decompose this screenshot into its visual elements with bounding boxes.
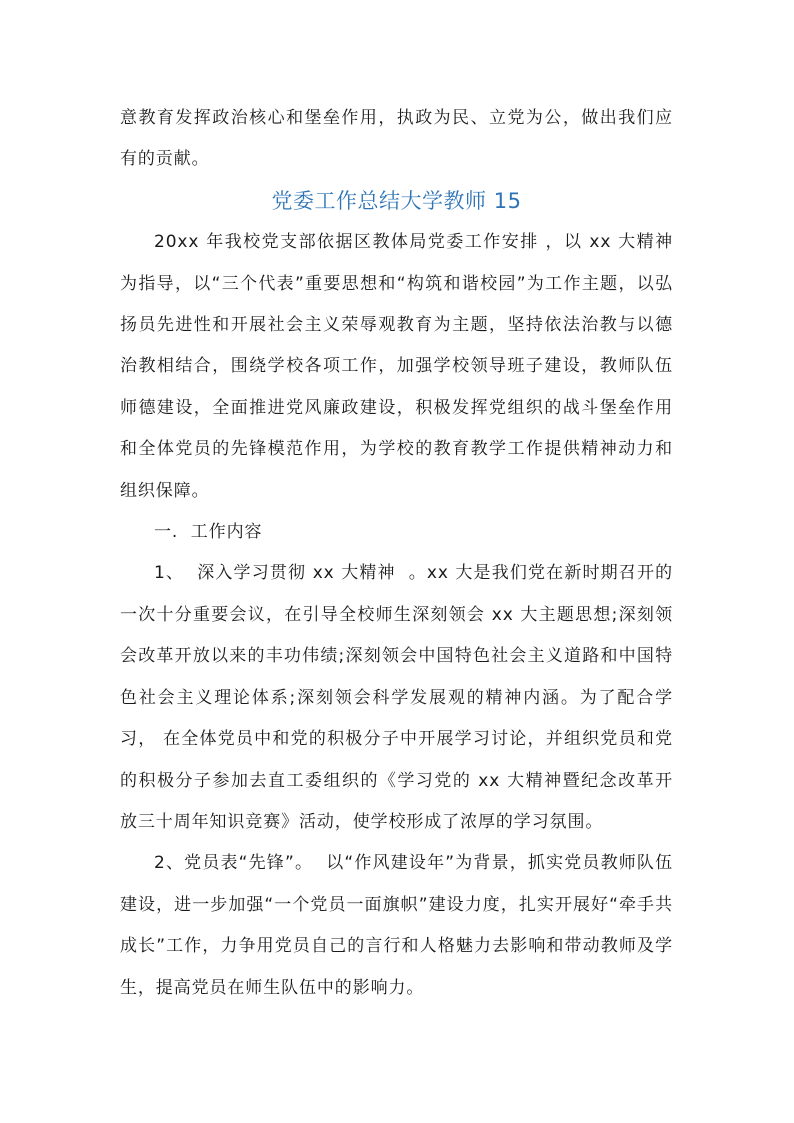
item-2-paragraph: 2、党员表“先锋”。 以“作风建设年”为背景，抓实党员教师队伍建设，进一步加强“一个党员一面旗帜”建设力度，扎实开展好“牵手共成长”工作，力争用党员自己的言行和人格魅力去影响和带动教师及学生，提高党员在师生队伍中的影响力。: [120, 853, 673, 998]
intro-paragraph: 20xx 年我校党支部依据区教体局党委工作安排 ，以 xx 大精神为指导，以“三个代表”重要思想和“构筑和谐校园”为工作主题，以弘扬员先进性和开展社会主义荣辱观教育为主题，坚持依法治教与以德治教相结合，围绕学校各项工作，加强学校领导班子建设，教师队伍师德建设，全面推进党风廉政建设，积极发挥党组织的战斗堡垒作用和全体党员的先锋模范作用，为学校的教育教学工作提供精神动力和组织保障。: [120, 232, 673, 501]
item-1-paragraph: 1、 深入学习贯彻 xx 大精神 。xx 大是我们党在新时期召开的一次十分重要会议，在引导全校师生深刻领会 xx 大主题思想;深刻领会改革开放以来的丰功伟绩;深刻领会中国特色社会主义道路和中国特色社会主义理论体系;深刻领会科学发展观的精神内涵。为了配合学习， 在全体党员中和党的积极分子中开展学习讨论，并组织党员和党的积极分子参加去直工委组织的《学习党的 xx 大精神暨纪念改革开放三十周年知识竞赛》活动，使学校形成了浓厚的学习氛围。: [120, 563, 673, 832]
continuation-paragraph: 意教育发挥政治核心和堡垒作用，执政为民、立党为公，做出我们应有的贡献。: [120, 108, 673, 170]
document-body: [120, 98, 673, 1009]
section-title: 党委工作总结大学教师 15: [271, 188, 522, 213]
section-heading: 一. 工作内容: [154, 522, 263, 543]
